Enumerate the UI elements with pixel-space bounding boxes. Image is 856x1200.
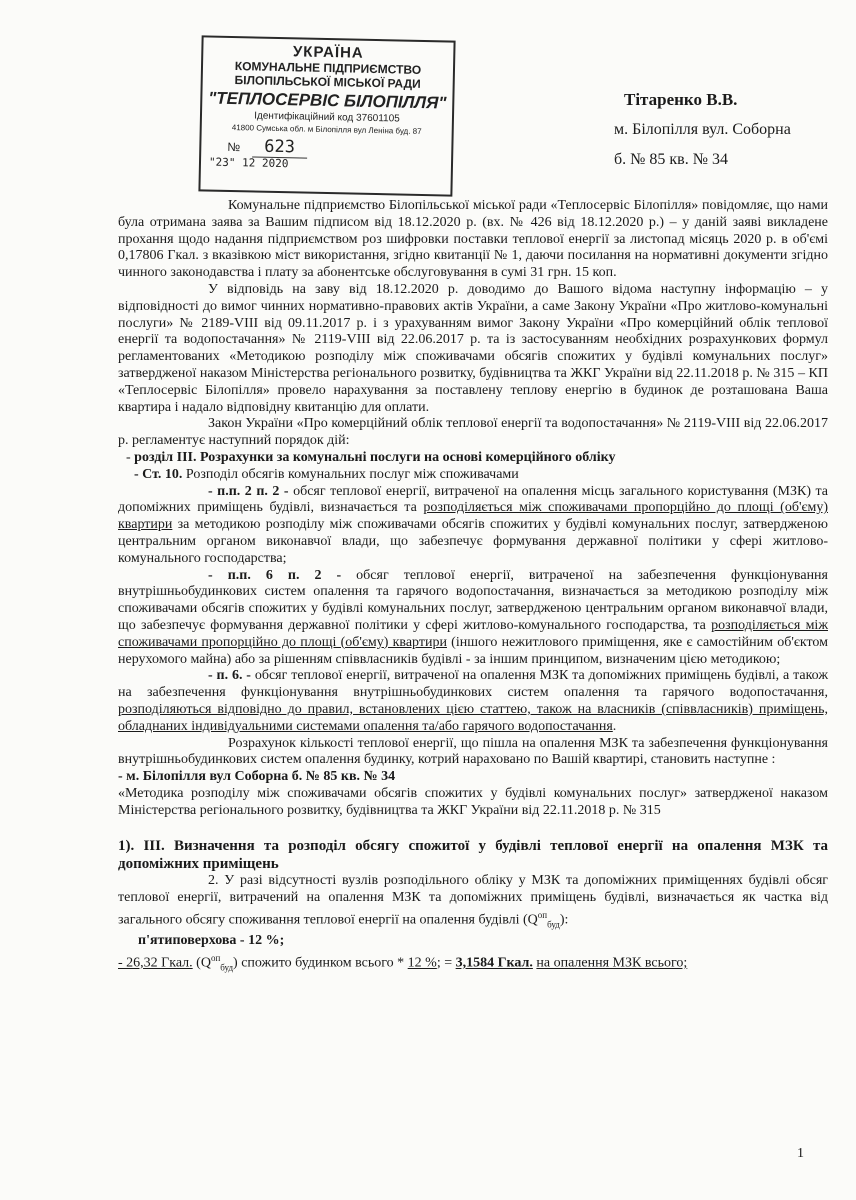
stamp-company-name: "ТЕПЛОСЕРВІС БІЛОПІЛЛЯ" bbox=[207, 88, 447, 113]
addressee-block bbox=[614, 85, 844, 175]
stamp-line1: КОМУНАЛЬНЕ ПІДПРИЄМСТВО bbox=[234, 59, 422, 77]
stamp-country: УКРАЇНА bbox=[292, 43, 364, 62]
list-item-pp6: - п.п. 6 п. 2 - обсяг теплової енергії, витраченої на забезпечення функціонування внутрішньобудинкових систем опалення та гарячого водопостачання, визначається за методикою розподілу між споживачами обсягів спожитих у будівлі комунальних послуг, затвердженою центральним органом виконавчої влади, що забезпечує формування державної політики у сфері житлово-комунального господарства, та розподіляється між споживачами пропорційно до площі (об'єму) квартири (іншого нежитлового приміщення, яке є самостійним об'єктом нерухомого майна) або за рішенням співвласників будівлі - за іншим принципом, визначеним цією методикою; bbox=[118, 567, 828, 667]
stamp-number-label: № bbox=[227, 139, 241, 155]
paragraph-calculation: Розрахунок кількості теплової енергії, що пішла на опалення МЗК та забезпечення функціонування внутрішньобудинкових систем опалення будинку, котрий нараховано по Вашій квартирі, становить наступне : bbox=[118, 735, 828, 768]
stamp-line2: БІЛОПІЛЬСЬКОЇ МІСЬКОЇ РАДИ bbox=[234, 73, 421, 91]
list-item-section: - розділ ІІІ. Розрахунки за комунальні послуги на основі комерційного обліку bbox=[126, 449, 616, 465]
registration-stamp bbox=[198, 35, 455, 196]
building-type: п'ятиповерхова - 12 %; bbox=[138, 933, 285, 949]
apartment-address: - м. Білопілля вул Соборна б. № 85 кв. № 34 bbox=[118, 769, 396, 785]
stamp-date: "23" 12 2020 bbox=[208, 155, 289, 171]
stamp-id-code: Ідентифікаційний код 37601105 bbox=[254, 110, 400, 125]
list-item-p6: - п. 6. - обсяг теплової енергії, витраченої на опалення МЗК та допоміжних приміщень будівлі, а також на забезпечення функціонування внутрішньобудинкових систем опалення та гарячого водопостачання, розподіляються відповідно до правил, встановлених цією статтею, також на власників (співвласників) приміщень, обладнаних індивідуальними системами опалення та/або гарячого водопостачання. bbox=[118, 668, 829, 734]
addressee-building: б. № 85 кв. № 34 bbox=[614, 151, 728, 168]
section-heading: 1). ІІІ. Визначення та розподіл обсягу спожитої у будівлі теплової енергії на опалення МЗК та допоміжних приміщень bbox=[118, 838, 828, 873]
page-number: 1 bbox=[797, 1146, 804, 1161]
paragraph-law: Закон України «Про комерційний облік теплової енергії та водопостачання» № 2119-VIII від 22.06.2017 р. регламентує наступний порядок дій: bbox=[118, 416, 828, 449]
calculation-line: - 26,32 Гкал. $(Q^{оп}_{буд})$ спожито будинком всього * 12 %; = 3,1584 Гкал. на опалення МЗК всього; bbox=[118, 953, 688, 973]
paragraph-response: У відповідь на заву від 18.12.2020 р. доводимо до Вашого відома наступну інформацію – у відповідності до вимог чинних нормативно-правових актів України, а саме Закону України «Про житлово-комунальні послуги» № 2189-VIII від 09.11.2017 р. і з урахуванням вимог Закону України «Про комерційний облік теплової енергії та водопостачання» № 2119-VIII від 22.06.2017 р. та із застосуванням необхідних розрахункових формул регламентованих «Методикою розподілу між споживачами обсягів спожитих у будівлі комунальних послуг» затвердженої наказом Міністерства регіонального розвитку, будівництва та ЖКГ України від 22.11.2018 р. № 315 – КП «Теплосервіс Білопілля» провело нарахування за поставлену теплову енергію в будинок де розташована Ваша квартира і надало відповідну квитанцію для оплати. bbox=[118, 281, 828, 415]
addressee-street: м. Білопілля вул. Соборна bbox=[614, 121, 791, 138]
paragraph-intro: Комунальне підприємство Білопільської міської ради «Теплосервіс Білопілля» повідомляє, що нами була отримана заява за Вашим підписом від 18.12.2020 р. (вх. № 426 від 18.12.2020 р.) – у даній заяві викладене прохання щодо надання підприємством роз шифровки поставки теплової енергії за листопад місяць 2020 р. в об'ємі 0,17806 Гкал. з вказівкою міст використання, згідно квитанції № 1, даючи посилання на нормативні документи згідно чинного законодавства і плату за абонентське обслуговування в сумі 31 грн. 15 коп. bbox=[118, 198, 828, 281]
stamp-address: 41800 Сумська обл. м Білопілля вул Леніна буд. 87 bbox=[231, 123, 422, 136]
methodology-reference: «Методика розподілу між споживачами обсягів спожитих у будівлі комунальних послуг» затвердженої наказом Міністерства регіонального розвитку, будівництва та ЖКГ України від 22.11.2018 р. № 315 bbox=[118, 785, 828, 818]
addressee-name: Тітаренко В.В. bbox=[624, 90, 738, 109]
paragraph-mzk: 2. У разі відсутності вузлів розподільного обліку у МЗК та допоміжних приміщеннях будівлі обсяг теплової енергії, витрачений на опалення МЗК та допоміжних приміщень будівлі, визначається як частка від загального обсягу споживання теплової енергії на опалення будівлі $(Q^{оп}_{буд})$: bbox=[118, 873, 828, 930]
list-item-pp2: - п.п. 2 п. 2 - обсяг теплової енергії, витраченої на опалення місць загального користування (МЗК) та допоміжних приміщень будівлі, визначається та розподіляється між споживачами пропорційно до площі (об'єму) квартири за методикою розподілу між споживачами обсягів спожитих у будівлі комунальних послуг, затвердженою центральним органом виконавчої влади, що забезпечує формування державної політики у сфері житлово-комунального господарства; bbox=[118, 483, 828, 566]
letter-body bbox=[118, 198, 828, 976]
list-item-article: - Ст. 10. Розподіл обсягів комунальних послуг між споживачами bbox=[134, 466, 519, 482]
stamp-number-value: 623 bbox=[252, 136, 307, 158]
